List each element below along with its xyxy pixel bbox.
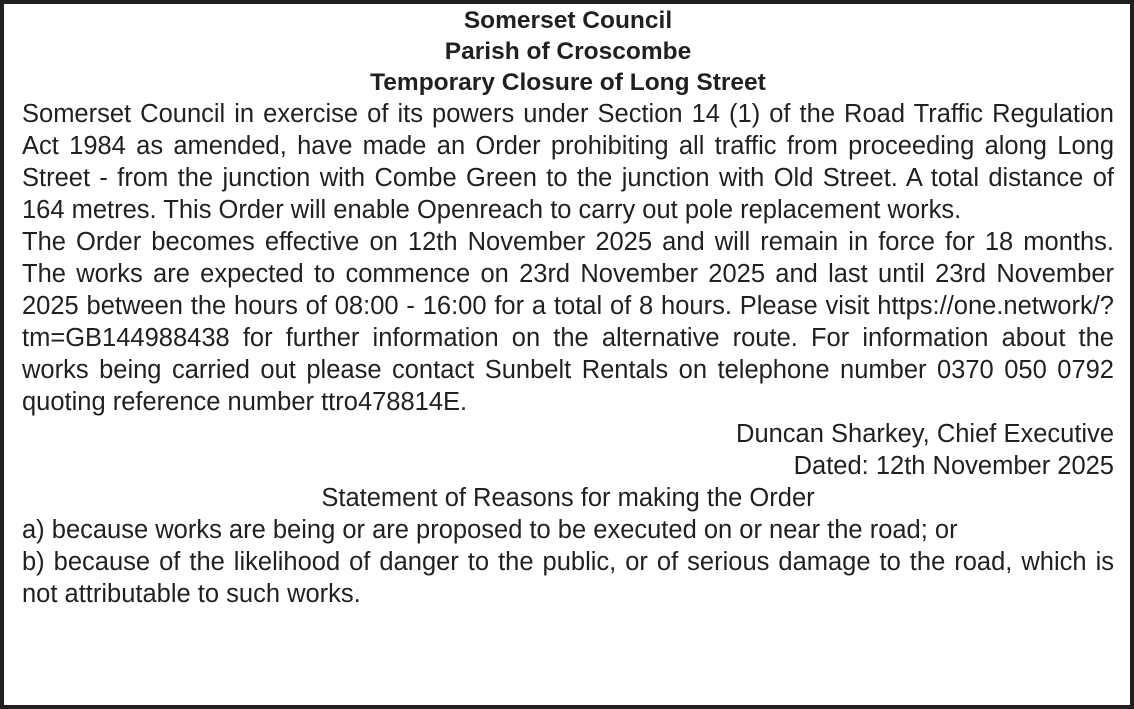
dated-line: Dated: 12th November 2025 (793, 452, 1114, 480)
council-heading: Somerset Council (463, 7, 673, 34)
reason-a: a) because works are being or are proposed to be executed on or near the road; or (22, 516, 958, 544)
order-paragraph: Somerset Council in exercise of its powers under Section 14 (1) of the Road Traffic Regulation Act 1984 as amended, have made an Order prohibiting all traffic from proceeding along Long Street - from the junction with Combe Green to the junction with Old Street. A total distance of 164 metres. This Order will enable Openreach to carry out pole replacement works. (22, 100, 1114, 224)
details-paragraph: The Order becomes effective on 12th November 2025 and will remain in force for 18 months. The works are expected to commence on 23rd November 2025 and last until 23rd November 2025 between the hours of 08:00 - 16:00 for a total of 8 hours. Please visit https://one.network/?tm=GB144988438 for further information on the alternative route. For information about the works being carried out please contact Sunbelt Rentals on telephone number 0370 050 0792 quoting reference number ttro478814E. (22, 228, 1114, 416)
statement-heading: Statement of Reasons for making the Order (321, 484, 815, 512)
reason-b: b) because of the likelihood of danger to the public, or of serious damage to the road, which is not attributable to such works. (22, 548, 1114, 608)
closure-title: Temporary Closure of Long Street (370, 69, 766, 96)
parish-heading: Parish of Croscombe (444, 38, 692, 65)
signatory: Duncan Sharkey, Chief Executive (736, 420, 1114, 448)
